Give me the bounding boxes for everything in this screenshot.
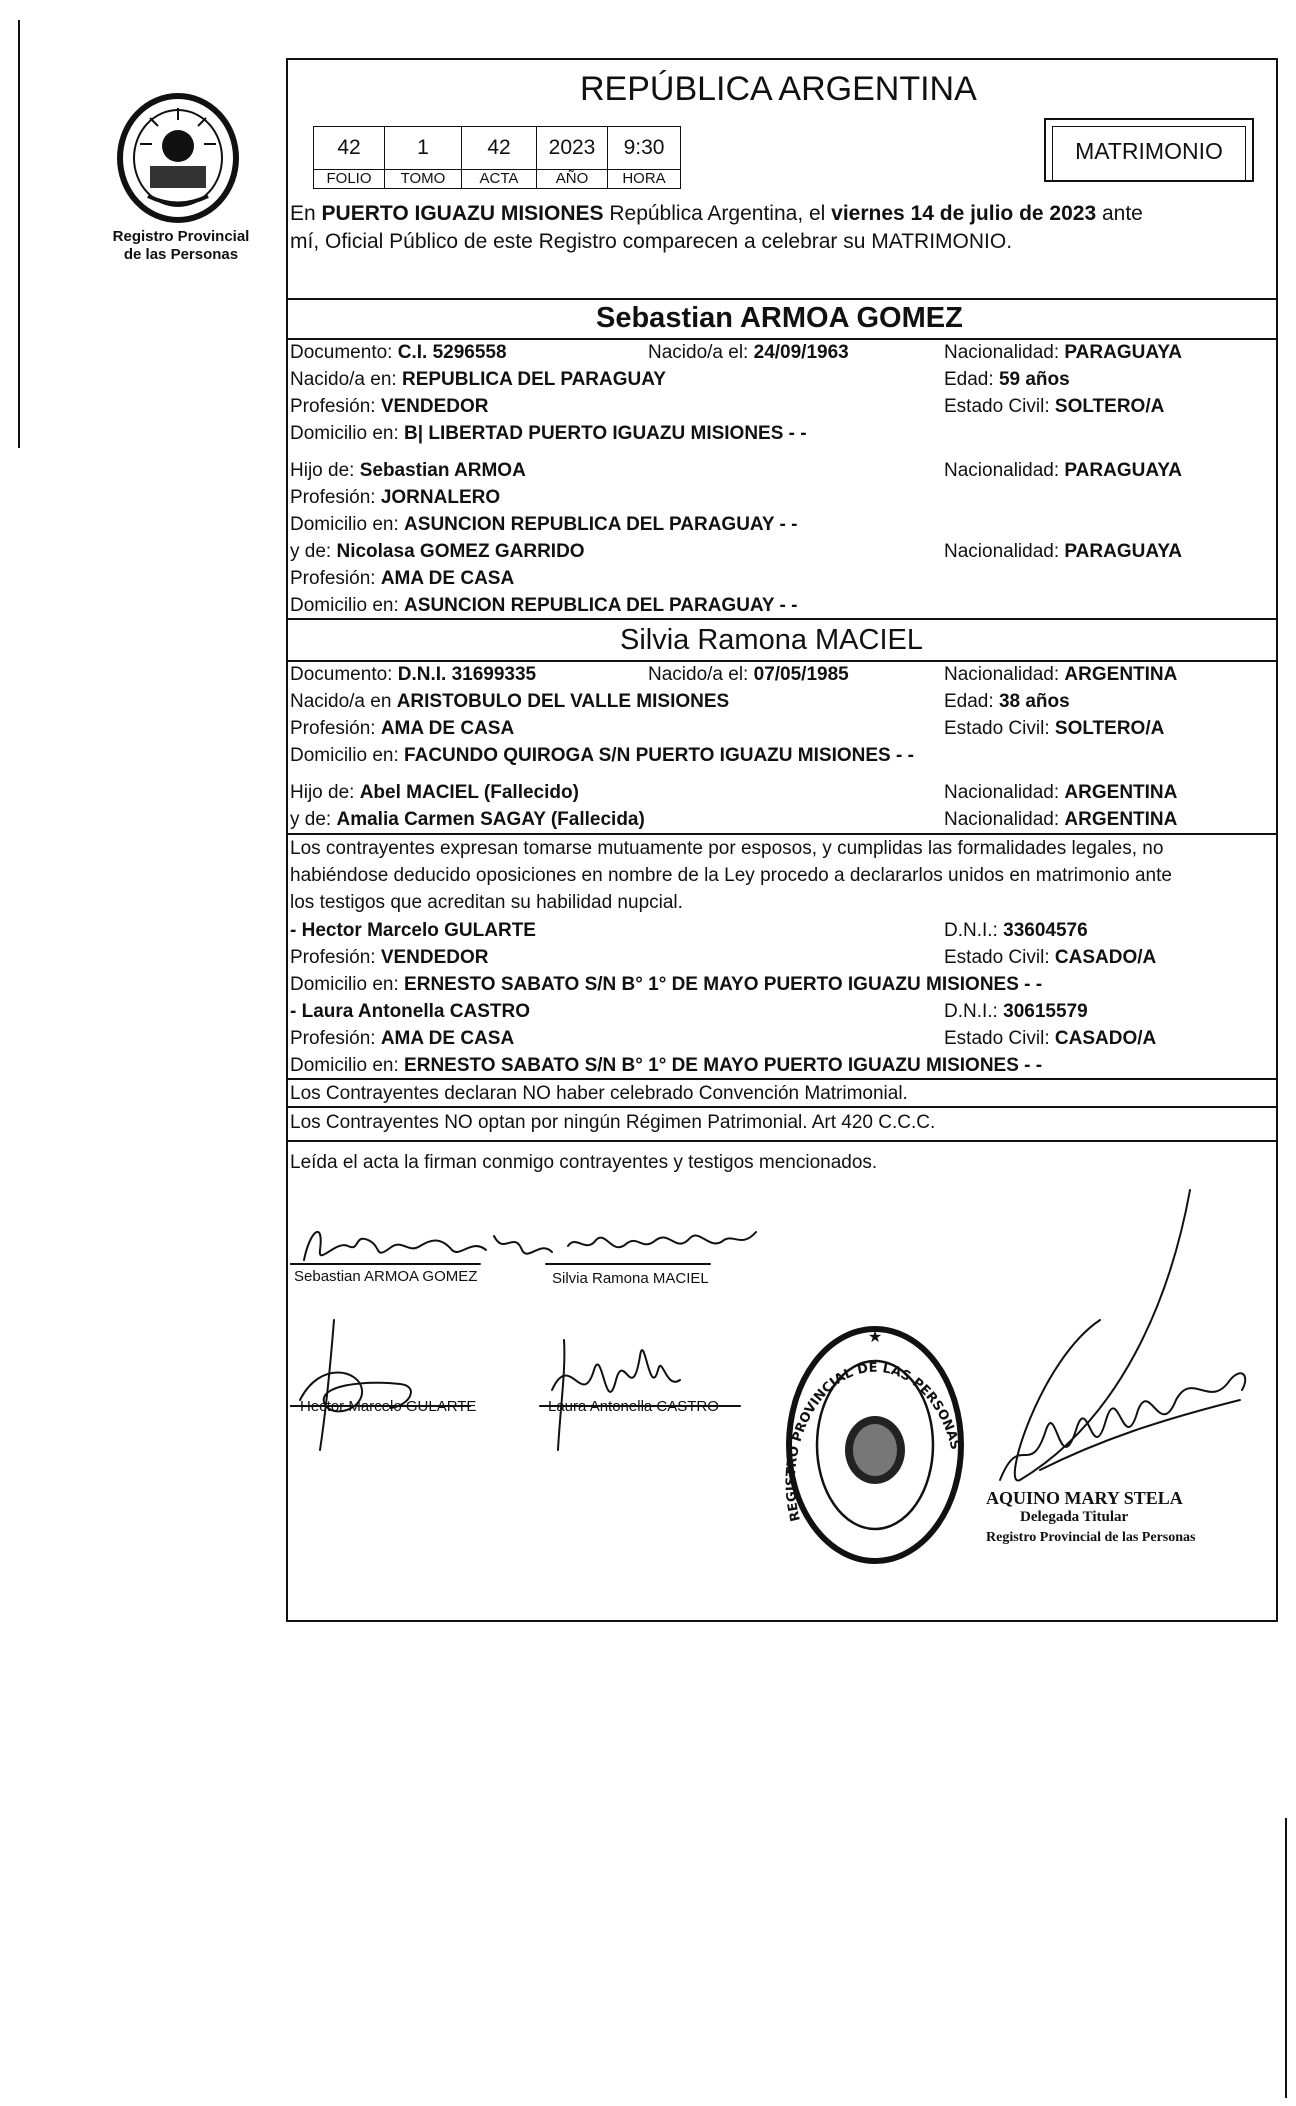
intro-date: viernes 14 de julio de 2023 <box>831 202 1097 225</box>
witness-prof: Profesión: AMA DE CASA <box>290 1028 515 1049</box>
anio-value: 2023 <box>536 126 608 170</box>
witness-civil: Estado Civil: CASADO/A <box>944 947 1157 968</box>
bride-name: Silvia Ramona MACIEL <box>620 624 923 656</box>
groom-mother: y de: Nicolasa GOMEZ GARRIDO <box>290 541 585 562</box>
bride-addr: Domicilio en: FACUNDO QUIROGA S/N PUERTO IGUAZU MISIONES - - <box>290 745 914 766</box>
groom-father-prof: Profesión: JORNALERO <box>290 487 501 508</box>
divider <box>286 1140 1278 1142</box>
conventions-line1: Los Contrayentes declaran NO haber celebrado Convención Matrimonial. <box>290 1083 908 1104</box>
bride-mother-nat: Nacionalidad: ARGENTINA <box>944 809 1178 830</box>
bride-father: Hijo de: Abel MACIEL (Fallecido) <box>290 782 579 803</box>
registry-logo <box>108 86 248 226</box>
conventions-line2: Los Contrayentes NO optan por ningún Régimen Patrimonial. Art 420 C.C.C. <box>290 1112 936 1133</box>
acta-value: 42 <box>461 126 537 170</box>
divider <box>286 338 1278 340</box>
divider <box>286 1078 1278 1080</box>
groom-prof: Profesión: VENDEDOR <box>290 396 489 417</box>
divider <box>286 660 1278 662</box>
groom-mother-nat: Nacionalidad: PARAGUAYA <box>944 541 1182 562</box>
bride-mother: y de: Amalia Carmen SAGAY (Fallecida) <box>290 809 645 830</box>
groom-born: Nacido/a el: 24/09/1963 <box>648 342 849 363</box>
divider <box>286 618 1278 620</box>
margin-line <box>18 20 20 448</box>
groom-doc: Documento: C.I. 5296558 <box>290 342 507 363</box>
intro-text: República Argentina, el <box>603 202 832 225</box>
bride-nat: Nacionalidad: ARGENTINA <box>944 664 1178 685</box>
witness-name: - Hector Marcelo GULARTE <box>290 920 536 941</box>
seal-ring-text: REGISTRO PROVINCIAL DE LAS PERSONAS <box>783 1360 963 1523</box>
witness-prof: Profesión: VENDEDOR <box>290 947 489 968</box>
groom-nat: Nacionalidad: PARAGUAYA <box>944 342 1182 363</box>
scan-edge-line <box>1285 1818 1287 2098</box>
witness-signatures-icon <box>290 1310 760 1460</box>
logo-caption <box>96 228 266 264</box>
intro-line1 <box>290 202 1143 226</box>
official-office: Registro Provincial de las Personas <box>986 1530 1196 1545</box>
witness-civil: Estado Civil: CASADO/A <box>944 1028 1157 1049</box>
intro-line2: mí, Oficial Público de este Registro comparecen a celebrar su MATRIMONIO. <box>290 230 1013 253</box>
witness1-signature-label: Hector Marcelo GULARTE <box>300 1398 477 1415</box>
witness2-signature-label: Laura Antonella CASTRO <box>548 1398 719 1415</box>
groom-father: Hijo de: Sebastian ARMOA <box>290 460 526 481</box>
logo-caption-line1: Registro Provincial <box>112 228 250 245</box>
witness-dni: D.N.I.: 33604576 <box>944 920 1088 941</box>
folio-value: 42 <box>313 126 385 170</box>
bride-signature-label: Silvia Ramona MACIEL <box>552 1270 709 1287</box>
groom-father-addr: Domicilio en: ASUNCION REPUBLICA DEL PARAGUAY - - <box>290 514 798 535</box>
tomo-value: 1 <box>384 126 462 170</box>
official-name: AQUINO MARY STELA <box>986 1488 1183 1508</box>
folio-label: FOLIO <box>313 169 385 189</box>
tomo-label: TOMO <box>384 169 462 189</box>
official-role: Delegada Titular <box>1020 1509 1129 1525</box>
bride-born: Nacido/a el: 07/05/1985 <box>648 664 849 685</box>
groom-mother-addr: Domicilio en: ASUNCION REPUBLICA DEL PARAGUAY - - <box>290 595 798 616</box>
bride-birthplace: Nacido/a en ARISTOBULO DEL VALLE MISIONES <box>290 691 730 712</box>
frame-right <box>1276 58 1278 1622</box>
divider <box>286 833 1278 835</box>
closing-statement: Leída el acta la firman conmigo contrayentes y testigos mencionados. <box>290 1152 878 1173</box>
hora-label: HORA <box>607 169 681 189</box>
hora-value: 9:30 <box>607 126 681 170</box>
act-type-box <box>1044 118 1254 182</box>
frame-top <box>286 58 1278 60</box>
acta-label: ACTA <box>461 169 537 189</box>
bride-age: Edad: 38 años <box>944 691 1070 712</box>
groom-addr: Domicilio en: B| LIBERTAD PUERTO IGUAZU MISIONES - - <box>290 423 807 444</box>
groom-father-nat: Nacionalidad: PARAGUAYA <box>944 460 1182 481</box>
witness-dni: D.N.I.: 30615579 <box>944 1001 1088 1022</box>
frame-bottom <box>286 1620 1278 1622</box>
official-seal-icon <box>780 1320 970 1570</box>
svg-text:★: ★ <box>867 1329 883 1346</box>
frame-left <box>286 58 288 1622</box>
witness-addr: Domicilio en: ERNESTO SABATO S/N B° 1° DE MAYO PUERTO IGUAZU MISIONES - - <box>290 974 1043 995</box>
divider <box>286 298 1278 300</box>
bride-civil: Estado Civil: SOLTERO/A <box>944 718 1165 739</box>
intro-text: En <box>290 202 322 225</box>
act-type: MATRIMONIO <box>1075 138 1223 164</box>
official-stamp <box>986 1488 1226 1546</box>
anio-label: AÑO <box>536 169 608 189</box>
bride-doc: Documento: D.N.I. 31699335 <box>290 664 537 685</box>
intro-text: ante <box>1096 202 1143 225</box>
bride-prof: Profesión: AMA DE CASA <box>290 718 515 739</box>
misiones-seal-icon <box>108 86 248 226</box>
country-title: REPÚBLICA ARGENTINA <box>580 70 977 108</box>
official-signature-icon <box>980 1180 1270 1520</box>
divider <box>286 1106 1278 1108</box>
groom-mother-prof: Profesión: AMA DE CASA <box>290 568 515 589</box>
intro-place: PUERTO IGUAZU MISIONES <box>321 202 604 225</box>
groom-signature-label: Sebastian ARMOA GOMEZ <box>294 1268 478 1285</box>
declaration-line3: los testigos que acreditan su habilidad nupcial. <box>290 892 683 913</box>
declaration-line2: habiéndose deducido oposiciones en nombre de la Ley procedo a declararlos unidos en matrimonio ante <box>290 865 1172 886</box>
witness-addr: Domicilio en: ERNESTO SABATO S/N B° 1° DE MAYO PUERTO IGUAZU MISIONES - - <box>290 1055 1043 1076</box>
groom-birthplace: Nacido/a en: REPUBLICA DEL PARAGUAY <box>290 369 666 390</box>
declaration-line1: Los contrayentes expresan tomarse mutuamente por esposos, y cumplidas las formalidades legales, no <box>290 838 1164 859</box>
groom-name: Sebastian ARMOA GOMEZ <box>596 302 963 334</box>
bride-father-nat: Nacionalidad: ARGENTINA <box>944 782 1178 803</box>
witness-name: - Laura Antonella CASTRO <box>290 1001 530 1022</box>
groom-civil: Estado Civil: SOLTERO/A <box>944 396 1165 417</box>
groom-age: Edad: 59 años <box>944 369 1070 390</box>
logo-caption-line2: de las Personas <box>123 246 239 263</box>
